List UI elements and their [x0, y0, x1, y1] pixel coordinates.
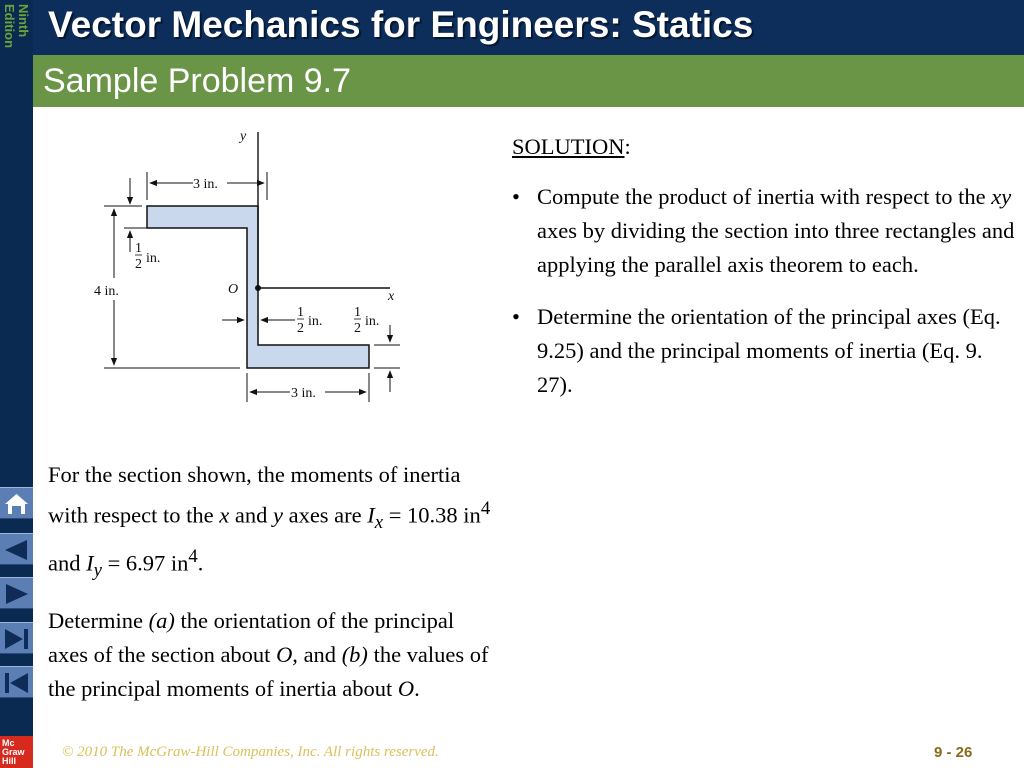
problem-statement	[48, 458, 498, 722]
slide-subtitle: Sample Problem 9.7	[43, 62, 352, 100]
edition-line2: Edition	[2, 4, 17, 49]
home-icon	[2, 491, 31, 517]
logo-line1: Mc	[2, 738, 15, 748]
logo-line2: Graw	[2, 747, 25, 757]
edition-line1: Ninth	[16, 4, 31, 38]
solution-bullet-1: • Compute the product of inertia with respect to the xy axes by dividing the section into three rectangles and applying the parallel axis theorem to each.	[512, 184, 1015, 277]
top-thick-den: 2	[135, 257, 142, 272]
x-axis-label: x	[388, 289, 395, 304]
top-width-label: 3 in.	[193, 177, 218, 192]
skip-forward-icon	[2, 626, 31, 652]
problem-paragraph-2: Determine (a) the orientation of the principal axes of the section about O, and (b) the values of the principal moments of inertia about O.	[48, 608, 489, 701]
copyright-footer: © 2010 The McGraw-Hill Companies, Inc. All rights reserved.	[62, 744, 439, 760]
next-button[interactable]	[0, 577, 33, 609]
problem-paragraph-1: For the section shown, the moments of inertia with respect to the x and y axes are $I_x = 10.38$ $in^4$ and $I_y = 6.97$ $in^4$.	[48, 462, 491, 581]
y-axis-label: y	[240, 129, 247, 144]
return-button[interactable]	[0, 666, 33, 698]
bottom-thick-num: 1	[354, 305, 361, 320]
solution-bullet-2: • Determine the orientation of the principal axes (Eq. 9.25) and the principal moments of inertia (Eq. 9. 27).	[512, 304, 1001, 397]
origin-point	[255, 285, 261, 291]
skip-back-icon	[2, 670, 31, 696]
triangle-left-icon	[2, 537, 31, 563]
height-label: 4 in.	[94, 284, 119, 299]
top-thick-unit: in.	[146, 251, 161, 266]
solution-heading: SOLUTION:	[512, 134, 631, 159]
edition-label	[0, 2, 33, 62]
origin-label: O	[228, 282, 239, 297]
triangle-right-icon	[2, 581, 31, 607]
logo-line3: Hill	[2, 756, 17, 766]
last-slide-button[interactable]	[0, 622, 33, 654]
top-thick-num: 1	[135, 241, 142, 256]
web-thick-den: 2	[297, 321, 304, 336]
solution-section	[512, 130, 1017, 420]
web-thick-num: 1	[297, 305, 304, 320]
page-number: 9 - 26	[934, 744, 973, 761]
bottom-thick-den: 2	[354, 321, 361, 336]
previous-button[interactable]	[0, 533, 33, 565]
bottom-thick-unit: in.	[365, 314, 380, 329]
page-title: Vector Mechanics for Engineers: Statics	[48, 4, 754, 45]
z-section-figure	[90, 120, 440, 410]
web-thick-unit: in.	[308, 314, 323, 329]
bottom-width-label: 3 in.	[291, 386, 316, 401]
mcgraw-hill-logo	[0, 736, 33, 768]
home-button[interactable]	[0, 487, 33, 519]
